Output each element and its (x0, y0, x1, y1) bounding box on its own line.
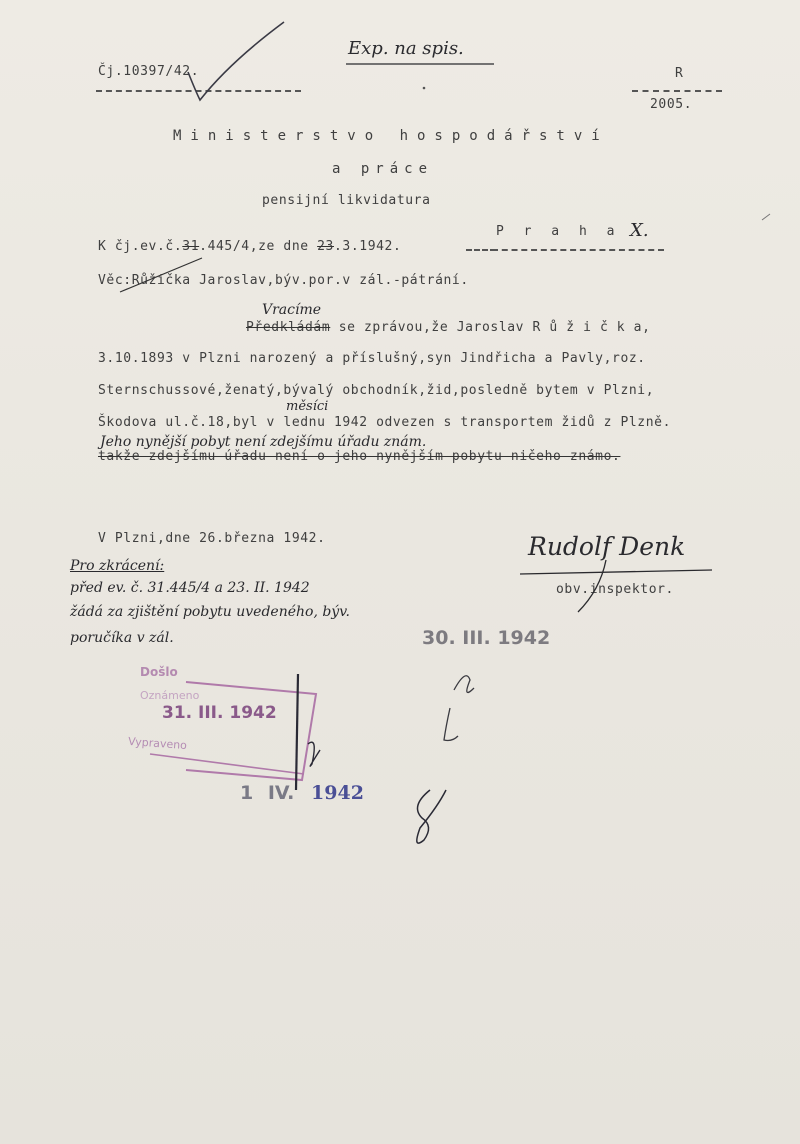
reference-struck-day: 23 (317, 239, 334, 254)
note-line-2: před ev. č. 31.445/4 a 23. II. 1942 (70, 580, 310, 596)
margin-tick (762, 214, 770, 220)
reference-letter-right: R (675, 66, 684, 81)
body-line1-rest: se zprávou,že Jaroslav R ů ž i č k a, (338, 320, 651, 335)
reference-number-left: Čj.10397/42. (98, 64, 200, 79)
note-line-1: Pro zkrácení: (70, 558, 165, 574)
signature: Rudolf Denk (528, 532, 686, 561)
stamp-box-line3: Vypraveno (127, 734, 188, 753)
org-name-line1: Ministerstvo hospodářství (173, 128, 609, 144)
place-and-date: V Plzni,dne 26.března 1942. (98, 531, 326, 546)
check-mark (188, 22, 284, 100)
subject-text: Růžička Jaroslav,býv.por.v zál.-pátrání. (131, 273, 469, 288)
signatory-title: obv.inspektor. (556, 582, 674, 597)
date-sent-year: 1942 (311, 782, 364, 804)
initials-mark (308, 742, 320, 766)
handwritten-insert-word: Vracíme (262, 302, 322, 318)
date-received-stamp: 30. III. 1942 (422, 627, 551, 649)
reference-struck-number: 31 (182, 239, 200, 254)
body-struck-word: Předkládám (246, 320, 331, 335)
reference-number-rest: .445/4,ze dne (199, 239, 309, 254)
handwritten-note-top: Exp. na spis. (348, 38, 464, 59)
note-line-3: žádá za zjištění pobytu uvedeného, býv. (70, 604, 350, 620)
stamp-box-line2: Oznámeno (140, 689, 200, 702)
signature-underline (520, 570, 712, 574)
signature-stroke (578, 560, 606, 612)
stamp-box-date: 31. III. 1942 (162, 703, 277, 723)
reference-number-right: 2005. (650, 97, 693, 112)
handwritten-insert-word2: měsíci (286, 399, 329, 414)
subject-label: Věc: (98, 273, 132, 288)
subject-strike-stroke (120, 258, 202, 292)
date-sent-month: IV. (267, 782, 295, 804)
body-line-3: Sternschussové,ženatý,bývalý obchodník,žid,posledně bytem v Plzni, (98, 383, 655, 398)
handwritten-mark (417, 790, 446, 843)
body-line-4: Škodova ul.č.18,byl v lednu 1942 odvezen s transportem židů z Plzně. (98, 415, 672, 430)
reference-prefix: K čj.ev.č. (98, 239, 183, 254)
body-line-2: 3.10.1893 v Plzni narozený a příslušný,syn Jindřicha a Pavly,roz. (98, 351, 646, 366)
body-struck-line: takže zdejšímu úřadu není o jeho nynějším pobytu ničeho známo. (98, 449, 621, 464)
date-sent-day: 1 (240, 782, 254, 804)
stamp-frame-line (150, 754, 304, 774)
district-handwritten: X. (630, 220, 649, 241)
org-department: pensijní likvidatura (262, 193, 431, 208)
initials-scribble-2 (444, 708, 458, 741)
stamp-box-line1: Došlo (140, 665, 178, 679)
city-name: P r a h a (496, 224, 621, 239)
reference-date-rest: .3.1942. (333, 239, 402, 254)
initials-scribble (454, 676, 474, 693)
ink-dot (423, 87, 426, 90)
note-line-4: poručíka v zál. (70, 630, 174, 646)
org-name-line2: a práce (332, 161, 434, 177)
handwritten-insert-sentence: Jeho nynější pobyt není zdejšímu úřadu znám. (100, 434, 427, 450)
